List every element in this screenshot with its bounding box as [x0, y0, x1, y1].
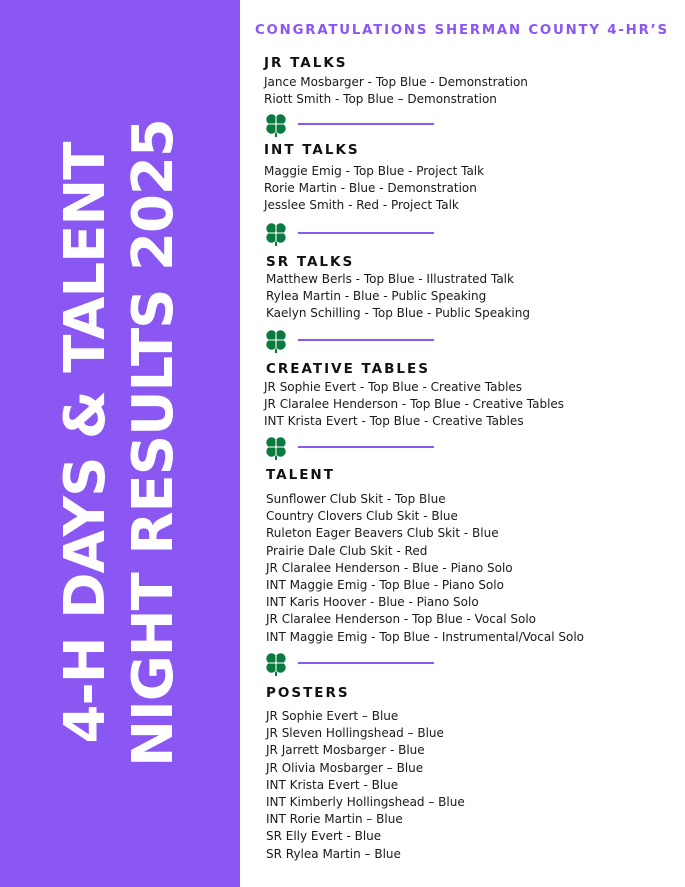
section-heading-creative-tables: CREATIVE TABLES: [266, 361, 430, 377]
list-item: INT Maggie Emig - Top Blue - Instrumental/Vocal Solo: [266, 629, 584, 644]
divider-rule: [298, 232, 434, 234]
section-list-jr-talks: [264, 74, 528, 108]
section-list-creative-tables: [264, 379, 564, 431]
list-item: Riott Smith - Top Blue – Demonstration: [264, 92, 497, 107]
section-list-int-talks: [264, 163, 484, 215]
divider-rule: [298, 339, 434, 341]
list-item: INT Karis Hoover - Blue - Piano Solo: [266, 595, 479, 610]
list-item: JR Olivia Mosbarger – Blue: [266, 760, 424, 775]
list-item: SR Rylea Martin – Blue: [266, 846, 401, 861]
list-item: SR Elly Evert - Blue: [266, 829, 382, 844]
list-item: Rorie Martin - Blue - Demonstration: [264, 181, 477, 196]
list-item: Rylea Martin - Blue - Public Speaking: [266, 289, 487, 304]
list-item: JR Claralee Henderson - Blue - Piano Solo: [266, 560, 513, 575]
divider-rule: [298, 123, 434, 125]
congratulations-banner: CONGRATULATIONS SHERMAN COUNTY 4-HR’S: [255, 23, 669, 38]
section-divider: [262, 219, 440, 247]
poster-title-line-2: NIGHT RESULTS 2025: [121, 119, 186, 767]
section-heading-jr-talks: JR TALKS: [264, 55, 348, 71]
section-divider: [262, 110, 440, 138]
list-item: INT Maggie Emig - Top Blue - Piano Solo: [266, 578, 504, 593]
section-heading-int-talks: INT TALKS: [264, 142, 360, 158]
divider-rule: [298, 446, 434, 448]
list-item: JR Claralee Henderson - Top Blue - Creative Tables: [264, 397, 565, 412]
list-item: INT Krista Evert - Top Blue - Creative Tables: [264, 414, 524, 429]
section-divider: [262, 433, 440, 461]
list-item: JR Sophie Evert – Blue: [266, 709, 399, 723]
list-item: INT Krista Evert - Blue: [266, 777, 399, 792]
section-divider: [262, 326, 440, 354]
section-list-sr-talks: [266, 271, 530, 323]
list-item: JR Jarrett Mosbarger - Blue: [266, 743, 425, 758]
section-divider: [262, 649, 440, 677]
list-item: Kaelyn Schilling - Top Blue - Public Speaking: [266, 306, 530, 321]
list-item: JR Sleven Hollingshead – Blue: [266, 726, 444, 741]
four-leaf-clover-icon: [262, 219, 290, 247]
list-item: Matthew Berls - Top Blue - Illustrated Talk: [266, 272, 514, 286]
list-item: Sunflower Club Skit - Top Blue: [266, 492, 446, 506]
list-item: INT Kimberly Hollingshead – Blue: [266, 795, 465, 810]
four-leaf-clover-icon: [262, 110, 290, 138]
section-list-talent: [266, 491, 584, 646]
list-item: JR Claralee Henderson - Top Blue - Vocal Solo: [266, 612, 536, 627]
section-heading-sr-talks: SR TALKS: [266, 254, 355, 270]
list-item: Ruleton Eager Beavers Club Skit - Blue: [266, 526, 499, 541]
list-item: Country Clovers Club Skit - Blue: [266, 509, 458, 524]
section-list-posters: [266, 708, 465, 863]
poster-title-line-1: 4-H DAYS & TALENT: [53, 142, 118, 744]
list-item: Prairie Dale Club Skit - Red: [266, 543, 428, 558]
section-heading-posters: POSTERS: [266, 685, 350, 701]
four-leaf-clover-icon: [262, 649, 290, 677]
four-leaf-clover-icon: [262, 433, 290, 461]
list-item: Jance Mosbarger - Top Blue - Demonstration: [264, 75, 528, 89]
list-item: JR Sophie Evert - Top Blue - Creative Tables: [264, 380, 523, 394]
list-item: Jesslee Smith - Red - Project Talk: [264, 198, 459, 213]
sidebar-panel: [0, 0, 240, 887]
divider-rule: [298, 662, 434, 664]
list-item: INT Rorie Martin – Blue: [266, 812, 403, 827]
list-item: Maggie Emig - Top Blue - Project Talk: [264, 164, 485, 178]
section-heading-talent: TALENT: [266, 467, 335, 483]
poster-title: [52, 3, 188, 883]
four-leaf-clover-icon: [262, 326, 290, 354]
